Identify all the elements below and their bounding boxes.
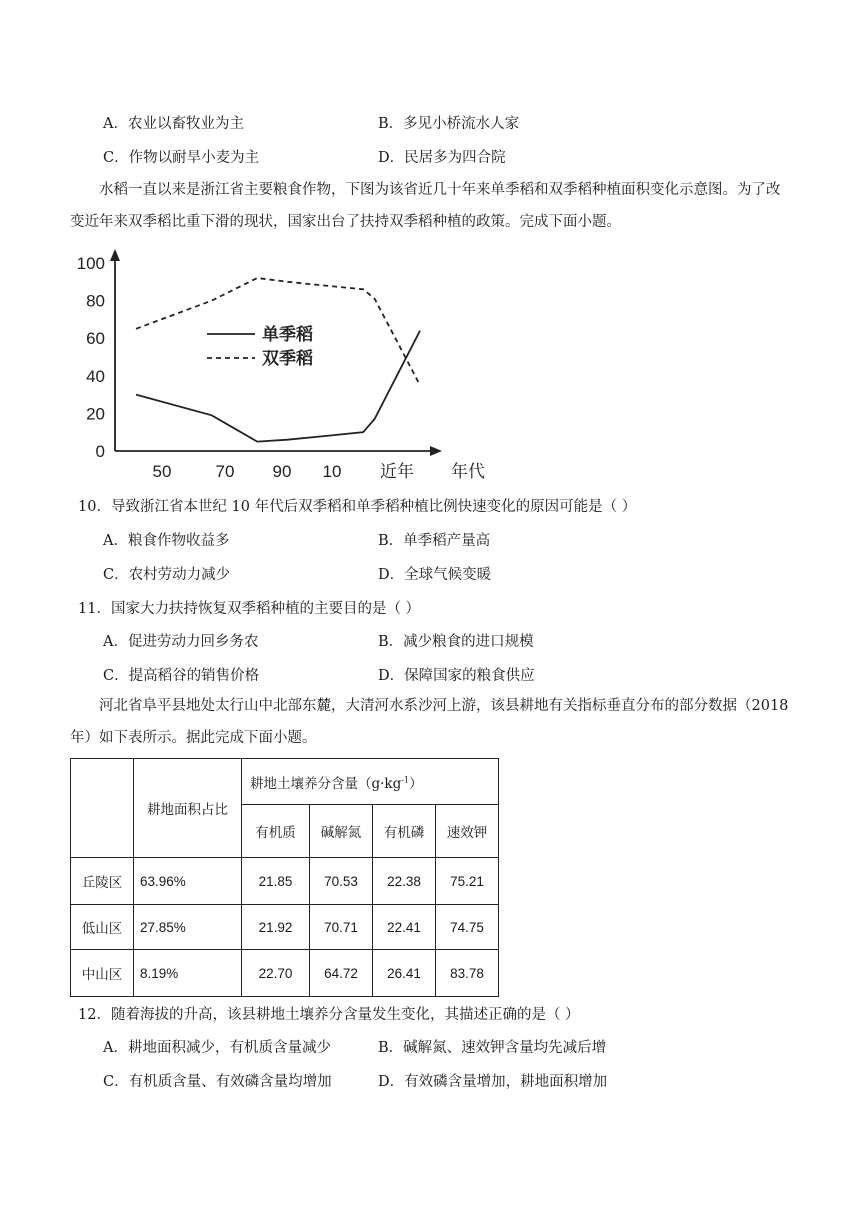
legend-label: 双季稻 bbox=[262, 349, 313, 369]
table-value-cell: 22.38 bbox=[373, 858, 436, 905]
y-tick-label: 60 bbox=[86, 329, 105, 349]
table-row bbox=[71, 905, 499, 950]
y-axis-arrow bbox=[110, 249, 120, 261]
nutrient-header-sup: -1 bbox=[401, 775, 410, 784]
table-value-cell: 74.75 bbox=[436, 905, 499, 950]
table-value-cell: 21.85 bbox=[242, 858, 310, 905]
nutrient-header-text: 耕地土壤养分含量（g·kg bbox=[250, 775, 402, 792]
q11-option-b: B．减少粮食的进口规模 bbox=[378, 634, 534, 650]
q10-option-b: B．单季稻产量高 bbox=[378, 533, 491, 549]
q9-option-d: D．民居多为四合院 bbox=[378, 150, 506, 166]
x-tick-label: 70 bbox=[215, 462, 235, 481]
table-corner-cell bbox=[71, 759, 134, 858]
q10-option-a: A．粮食作物收益多 bbox=[103, 533, 230, 549]
y-tick-label: 0 bbox=[95, 442, 105, 461]
x-tick-label: 50 bbox=[152, 462, 172, 481]
rice-area-line-chart bbox=[70, 245, 510, 483]
table-value-cell: 64.72 bbox=[310, 950, 373, 997]
table-zone-cell: 低山区 bbox=[71, 905, 134, 950]
q12-stem: 12．随着海拔的升高，该县耕地土壤养分含量发生变化，其描述正确的是（ ） bbox=[78, 1007, 580, 1023]
soil-nutrient-table bbox=[70, 758, 499, 997]
q11-option-d: D．保障国家的粮食供应 bbox=[378, 668, 535, 684]
x-axis-arrow bbox=[430, 446, 442, 456]
q12-option-a: A．耕地面积减少，有机质含量减少 bbox=[103, 1040, 331, 1056]
q12-option-d: D．有效磷含量增加，耕地面积增加 bbox=[378, 1074, 608, 1090]
table-row bbox=[71, 858, 499, 905]
x-tick-label: 近年 bbox=[380, 462, 414, 481]
single-season-rice-line bbox=[136, 331, 420, 442]
q9-option-b: B．多见小桥流水人家 bbox=[378, 116, 520, 132]
q11-stem: 11．国家大力扶持恢复双季稻种植的主要目的是（ ） bbox=[78, 601, 421, 617]
table-value-cell: 70.71 bbox=[310, 905, 373, 950]
table-value-cell: 83.78 bbox=[436, 950, 499, 997]
table-header-nutrients bbox=[242, 759, 499, 805]
table-subheader: 碱解氮 bbox=[310, 805, 373, 858]
q10-option-c: C．农村劳动力减少 bbox=[103, 567, 231, 583]
y-tick-label: 40 bbox=[86, 366, 105, 386]
rice-intro-paragraph: 水稻一直以来是浙江省主要粮食作物，下图为该省近几十年来单季稻和双季稻种植面积变化示意图。为了改变近年来双季稻比重下滑的现状，国家出台了扶持双季稻种植的政策。完成下面小题。 bbox=[70, 182, 781, 230]
chart-legend bbox=[207, 324, 313, 369]
table-value-cell: 75.21 bbox=[436, 858, 499, 905]
table-value-cell: 22.70 bbox=[242, 950, 310, 997]
q11-option-a: A．促进劳动力回乡务农 bbox=[103, 634, 259, 650]
q9-option-c: C．作物以耐旱小麦为主 bbox=[103, 150, 260, 166]
table-row bbox=[71, 950, 499, 997]
q12-option-c: C．有机质含量、有效磷含量均增加 bbox=[103, 1074, 332, 1090]
table-area-cell: 63.96% bbox=[134, 858, 242, 905]
fuping-intro-paragraph: 河北省阜平县地处太行山中北部东麓，大清河水系沙河上游，该县耕地有关指标垂直分布的部分数据（2018 年）如下表所示。据此完成下面小题。 bbox=[70, 698, 789, 746]
table-zone-cell: 丘陵区 bbox=[71, 858, 134, 905]
table-value-cell: 26.41 bbox=[373, 950, 436, 997]
q12-option-b: B．碱解氮、速效钾含量均先减后增 bbox=[378, 1040, 607, 1056]
q9-option-a: A．农业以畜牧业为主 bbox=[103, 116, 244, 132]
y-tick-label: 20 bbox=[86, 404, 105, 424]
table-header-area: 耕地面积占比 bbox=[134, 759, 242, 858]
table-subheader: 速效钾 bbox=[436, 805, 499, 858]
y-tick-label: 80 bbox=[86, 291, 105, 311]
x-axis-label: 年代 bbox=[451, 462, 485, 482]
q10-stem: 10．导致浙江省本世纪 10 年代后双季稻和单季稻种植比例快速变化的原因可能是（ ） bbox=[78, 499, 637, 515]
x-tick-label: 90 bbox=[272, 462, 292, 481]
q11-option-c: C．提高稻谷的销售价格 bbox=[103, 668, 260, 684]
x-tick-label: 10 bbox=[322, 462, 342, 481]
table-value-cell: 21.92 bbox=[242, 905, 310, 950]
table-value-cell: 22.41 bbox=[373, 905, 436, 950]
legend-label: 单季稻 bbox=[262, 325, 313, 345]
table-subheader: 有机质 bbox=[242, 805, 310, 858]
table-area-cell: 8.19% bbox=[134, 950, 242, 997]
table-area-cell: 27.85% bbox=[134, 905, 242, 950]
nutrient-header-end: ） bbox=[409, 775, 423, 792]
table-zone-cell: 中山区 bbox=[71, 950, 134, 997]
q10-option-d: D．全球气候变暖 bbox=[378, 567, 492, 583]
table-value-cell: 70.53 bbox=[310, 858, 373, 905]
y-tick-label: 100 bbox=[76, 254, 105, 273]
table-subheader: 有机磷 bbox=[373, 805, 436, 858]
